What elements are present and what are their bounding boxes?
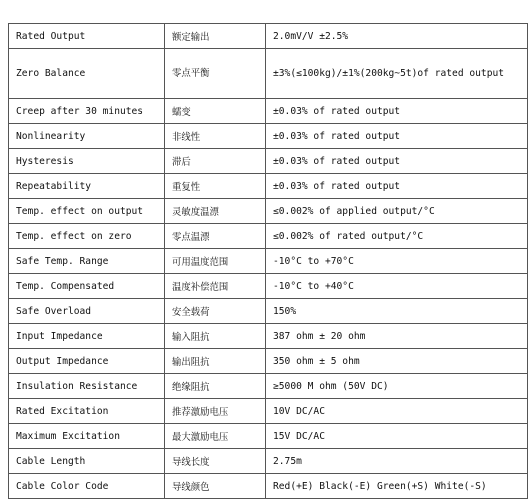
spec-name-en: Repeatability (9, 174, 165, 199)
spec-value: 387 ohm ± 20 ohm (266, 324, 528, 349)
spec-value: ±3%(≤100kg)/±1%(200kg~5t)of rated output (266, 49, 528, 99)
spec-name-en: Output Impedance (9, 349, 165, 374)
spec-name-en: Zero Balance (9, 49, 165, 99)
spec-value: 150% (266, 299, 528, 324)
spec-value: ≤0.002% of rated output/°C (266, 224, 528, 249)
spec-value: 15V DC/AC (266, 424, 528, 449)
spec-value: 2.75m (266, 449, 528, 474)
spec-row (9, 449, 528, 474)
spec-row (9, 299, 528, 324)
spec-name-zh: 灵敏度温漂 (165, 199, 266, 224)
spec-name-en: Nonlinearity (9, 124, 165, 149)
spec-name-zh: 导线颜色 (165, 474, 266, 499)
spec-row (9, 149, 528, 174)
spec-row (9, 324, 528, 349)
spec-row (9, 99, 528, 124)
spec-name-zh: 最大激励电压 (165, 424, 266, 449)
spec-row (9, 249, 528, 274)
spec-name-zh: 零点平衡 (165, 49, 266, 99)
spec-name-zh: 额定输出 (165, 24, 266, 49)
spec-name-zh: 零点温漂 (165, 224, 266, 249)
spec-name-zh: 输入阻抗 (165, 324, 266, 349)
spec-name-en: Temp. Compensated (9, 274, 165, 299)
spec-row (9, 124, 528, 149)
spec-name-zh: 输出阻抗 (165, 349, 266, 374)
spec-name-zh: 非线性 (165, 124, 266, 149)
spec-row (9, 274, 528, 299)
spec-row (9, 424, 528, 449)
spec-row (9, 224, 528, 249)
spec-value: ≤0.002% of applied output/°C (266, 199, 528, 224)
spec-table-body (9, 24, 528, 499)
spec-value: -10°C to +40°C (266, 274, 528, 299)
spec-name-en: Creep after 30 minutes (9, 99, 165, 124)
spec-name-en: Insulation Resistance (9, 374, 165, 399)
spec-value: 2.0mV/V ±2.5% (266, 24, 528, 49)
spec-row (9, 374, 528, 399)
spec-row (9, 174, 528, 199)
spec-name-zh: 绝缘阻抗 (165, 374, 266, 399)
spec-name-en: Temp. effect on output (9, 199, 165, 224)
spec-row (9, 474, 528, 499)
spec-table (8, 23, 528, 499)
spec-value: ±0.03% of rated output (266, 124, 528, 149)
spec-name-en: Hysteresis (9, 149, 165, 174)
spec-value: -10°C to +70°C (266, 249, 528, 274)
spec-row (9, 24, 528, 49)
spec-name-zh: 蠕变 (165, 99, 266, 124)
spec-name-zh: 重复性 (165, 174, 266, 199)
spec-name-en: Input Impedance (9, 324, 165, 349)
spec-row (9, 399, 528, 424)
spec-name-en: Cable Length (9, 449, 165, 474)
spec-name-en: Safe Temp. Range (9, 249, 165, 274)
spec-name-en: Maximum Excitation (9, 424, 165, 449)
spec-value: Red(+E) Black(-E) Green(+S) White(-S) (266, 474, 528, 499)
spec-name-zh: 滞后 (165, 149, 266, 174)
spec-value: 350 ohm ± 5 ohm (266, 349, 528, 374)
spec-name-en: Rated Output (9, 24, 165, 49)
spec-value: ±0.03% of rated output (266, 149, 528, 174)
spec-value: ±0.03% of rated output (266, 174, 528, 199)
spec-name-en: Cable Color Code (9, 474, 165, 499)
spec-value: ≥5000 M ohm (50V DC) (266, 374, 528, 399)
spec-row (9, 349, 528, 374)
spec-name-en: Rated Excitation (9, 399, 165, 424)
spec-name-en: Temp. effect on zero (9, 224, 165, 249)
spec-row (9, 49, 528, 99)
spec-name-en: Safe Overload (9, 299, 165, 324)
spec-value: 10V DC/AC (266, 399, 528, 424)
spec-value: ±0.03% of rated output (266, 99, 528, 124)
spec-name-zh: 导线长度 (165, 449, 266, 474)
spec-name-zh: 安全载荷 (165, 299, 266, 324)
spec-name-zh: 推荐激励电压 (165, 399, 266, 424)
spec-name-zh: 可用温度范围 (165, 249, 266, 274)
spec-row (9, 199, 528, 224)
spec-name-zh: 温度补偿范围 (165, 274, 266, 299)
